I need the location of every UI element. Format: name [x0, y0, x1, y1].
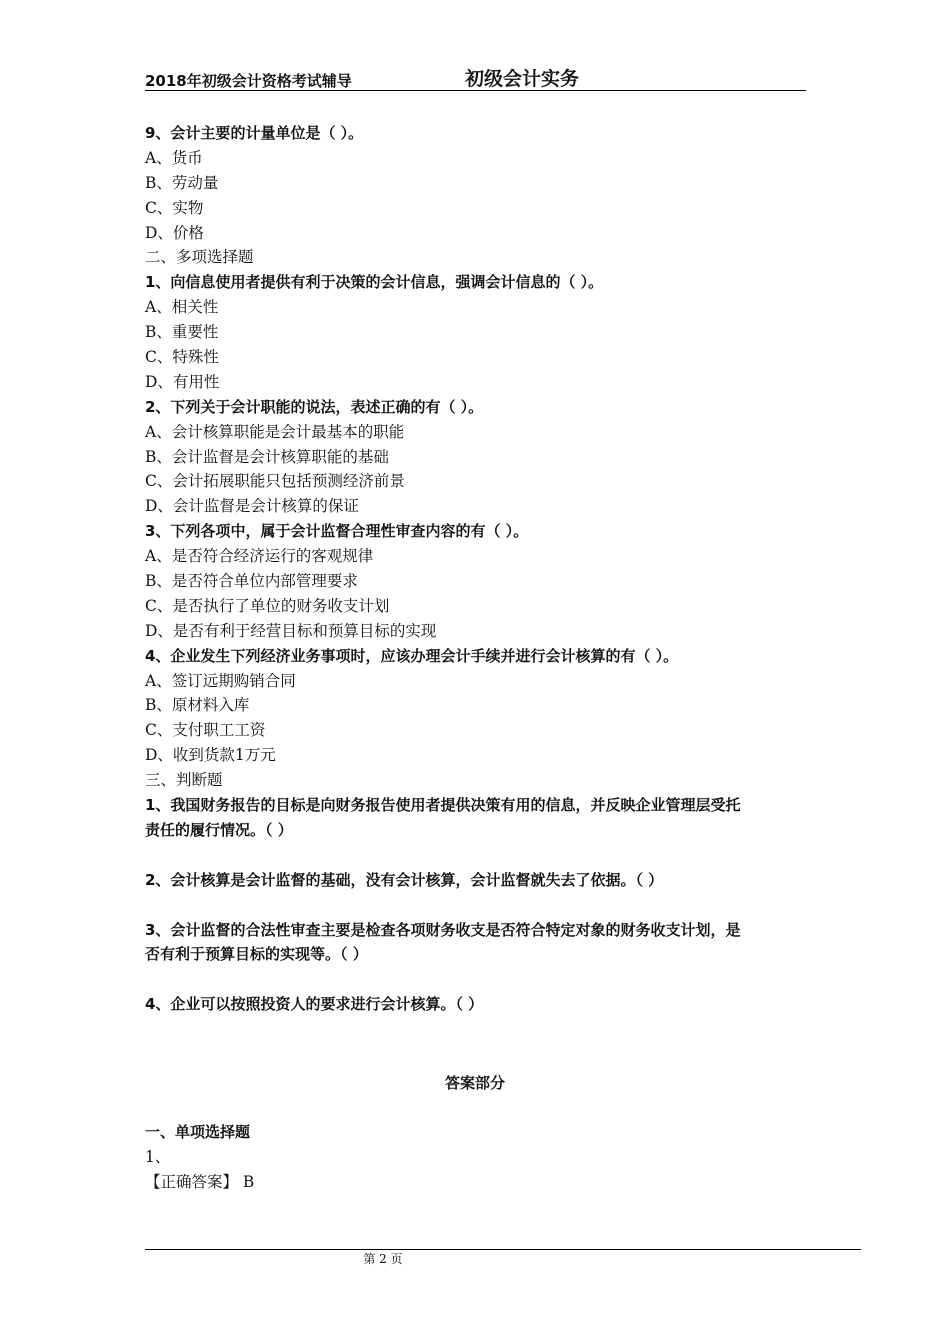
- answer-section-1-title: 一、单项选择题: [145, 1123, 251, 1141]
- option: A、相关性: [145, 298, 219, 317]
- option: A、签订远期购销合同: [145, 671, 296, 690]
- page-header: [145, 64, 806, 91]
- option: B、会计监督是会计核算职能的基础: [145, 447, 389, 466]
- option: C、实物: [145, 198, 204, 217]
- true-false-question-1: [145, 793, 810, 843]
- true-false-question-2: 2、会计核算是会计监督的基础，没有会计核算，会计监督就失去了依据。（ ）: [145, 870, 664, 889]
- spacer: [145, 893, 810, 918]
- header-exam-title: 2018年初级会计资格考试辅导: [145, 72, 352, 90]
- question-line: 责任的履行情况。（ ）: [145, 820, 293, 839]
- option: B、劳动量: [145, 173, 219, 192]
- question-9: 9、会计主要的计量单位是（ ）。: [145, 124, 364, 142]
- multi-question-3: 3、下列各项中，属于会计监督合理性审查内容的有（ ）。: [145, 522, 529, 541]
- option: B、原材料入库: [145, 696, 250, 715]
- answer-section-title: 答案部分: [444, 1074, 505, 1092]
- option: C、支付职工工资: [145, 721, 266, 740]
- multi-question-2: 2、下列关于会计职能的说法，表述正确的有（ ）。: [145, 397, 484, 416]
- option: C、特殊性: [145, 348, 219, 367]
- answer-item-number: 1、: [145, 1147, 171, 1166]
- true-false-question-4: 4、企业可以按照投资人的要求进行会计核算。（ ）: [145, 995, 484, 1014]
- true-false-question-3: [145, 918, 810, 968]
- option: D、价格: [145, 223, 204, 242]
- section-title-multiple-choice: 二、多项选择题: [145, 248, 254, 267]
- multi-question-1: 1、向信息使用者提供有利于决策的会计信息，强调会计信息的（ ）。: [145, 273, 604, 292]
- option: D、有用性: [145, 372, 220, 391]
- option: D、是否有利于经营目标和预算目标的实现: [145, 621, 437, 640]
- question-line: 否有利于预算目标的实现等。（ ）: [145, 945, 368, 964]
- option: B、重要性: [145, 323, 219, 342]
- spacer: [145, 843, 810, 868]
- option: C、会计拓展职能只包括预测经济前景: [145, 472, 405, 491]
- option: D、会计监督是会计核算的保证: [145, 497, 359, 516]
- multi-question-4: 4、企业发生下列经济业务事项时，应该办理会计手续并进行会计核算的有（ ）。: [145, 646, 679, 665]
- question-line: 3、会计监督的合法性审查主要是检查各项财务收支是否符合特定对象的财务收支计划，是: [145, 920, 741, 939]
- questions-body: [145, 121, 810, 1017]
- option: A、会计核算职能是会计最基本的职能: [145, 422, 405, 441]
- page-number: 第 2 页: [363, 1252, 403, 1266]
- option: A、货币: [145, 148, 203, 167]
- option: C、是否执行了单位的财务收支计划: [145, 596, 390, 615]
- option: B、是否符合单位内部管理要求: [145, 572, 358, 591]
- option: A、是否符合经济运行的客观规律: [145, 547, 374, 566]
- section-title-true-false: 三、判断题: [145, 771, 223, 790]
- answers-body: [145, 1120, 810, 1195]
- correct-answer: 【正确答案】 B: [145, 1172, 255, 1191]
- spacer: [145, 967, 810, 992]
- header-subject-title: 初级会计实务: [465, 68, 580, 90]
- question-line: 1、我国财务报告的目标是向财务报告使用者提供决策有用的信息，并反映企业管理层受托: [145, 796, 741, 815]
- option: D、收到货款1万元: [145, 746, 276, 765]
